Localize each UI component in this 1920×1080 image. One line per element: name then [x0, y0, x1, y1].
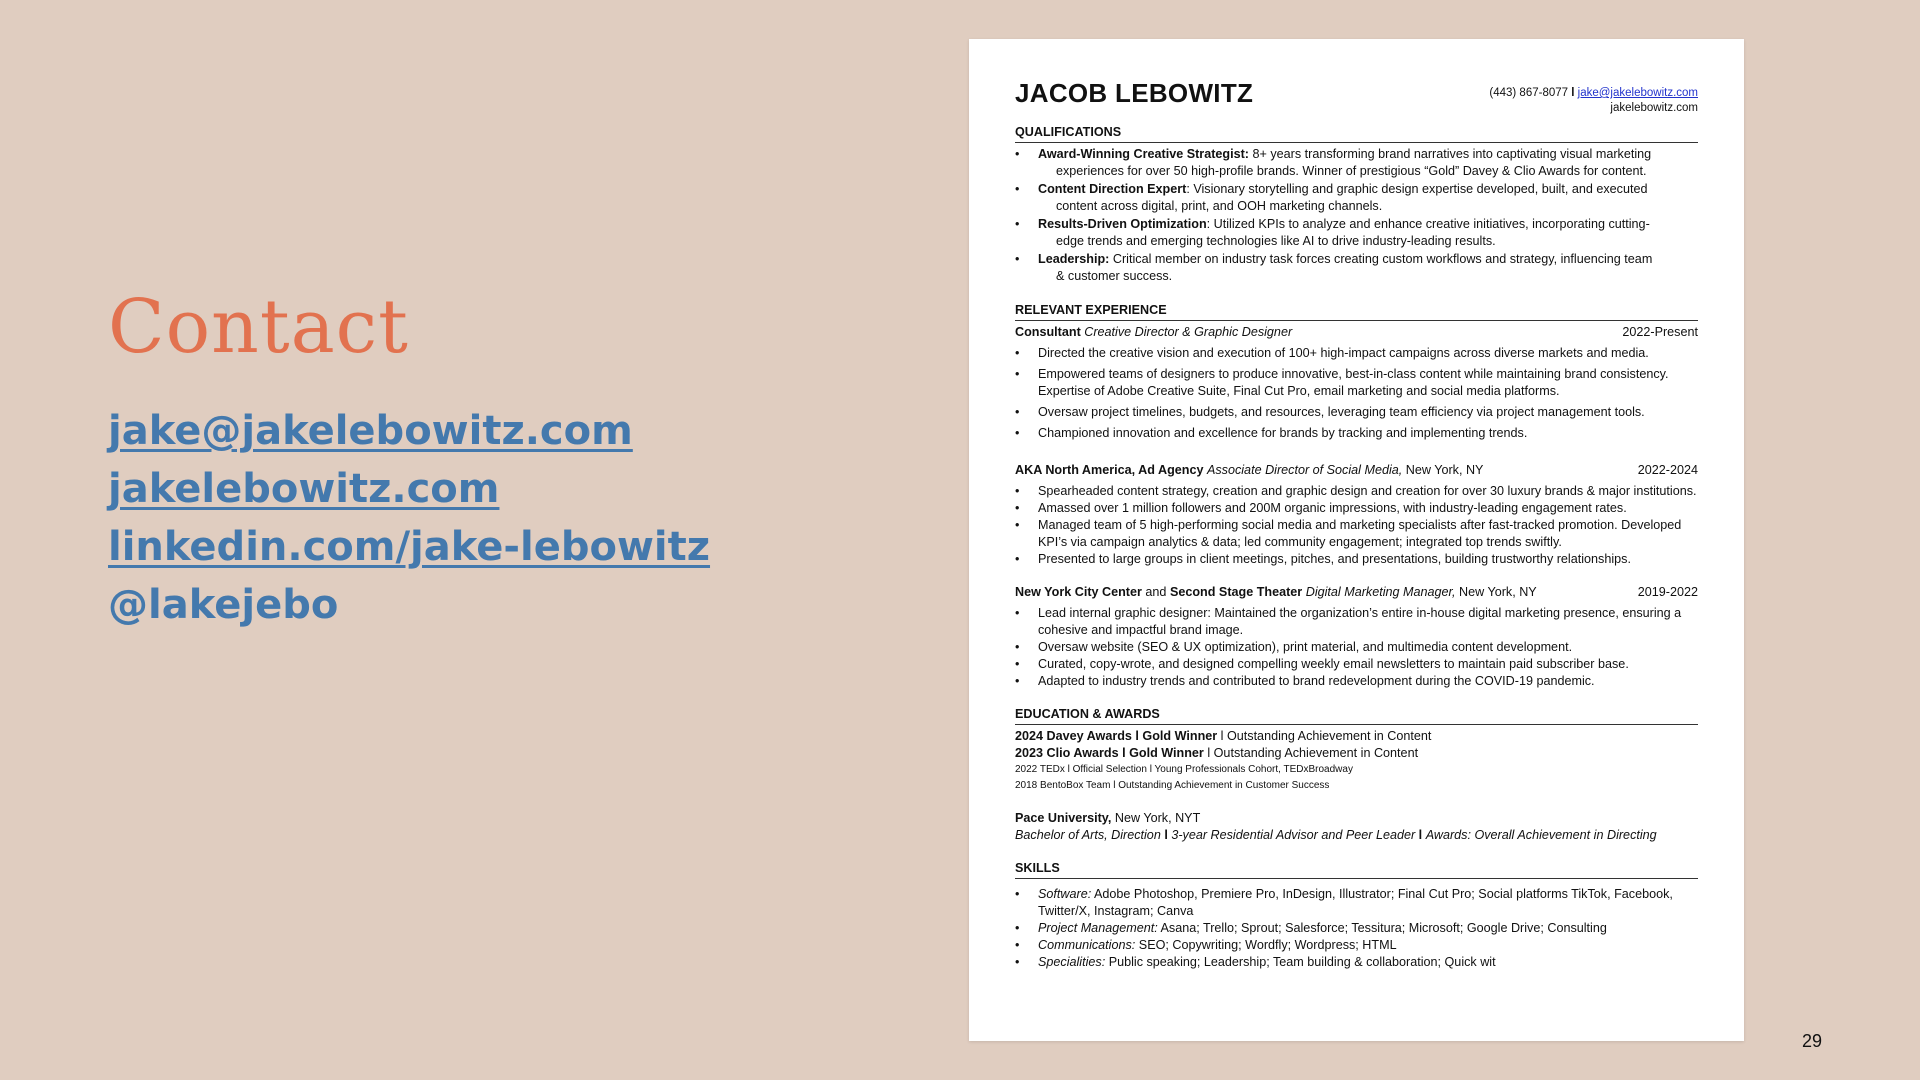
award-clio: 2023 Clio Awards l Gold Winner l Outstanding Achievement in Content [1015, 746, 1419, 760]
resume-email-link[interactable]: jake@jakelebowitz.com [1577, 87, 1698, 99]
list-item: • Specialities: Public speaking; Leadership; Team building & collaboration; Quick wit [1015, 954, 1698, 971]
job-dates: 2019-2022 [1637, 585, 1698, 599]
contact-website-link[interactable]: jakelebowitz.com [108, 466, 500, 512]
resume-contact-info [1489, 86, 1698, 116]
award-davey: 2024 Davey Awards l Gold Winner l Outstanding Achievement in Content [1015, 729, 1432, 743]
contact-title: Contact [108, 284, 409, 370]
experience-heading: RELEVANT EXPERIENCE [1015, 302, 1698, 321]
list-item: • Empowered teams of designers to produce innovative, best-in-class content while maintaining brand consistency. Expertise of Adobe Creative Suite, Final Cut Pro, email marketing and social media platforms. [1015, 366, 1698, 400]
award-bentobox: 2018 BentoBox Team l Outstanding Achievement in Customer Success [1015, 780, 1330, 791]
resume-header [1015, 78, 1698, 116]
list-item: • Communications: SEO; Copywriting; Wordfly; Wordpress; HTML [1015, 937, 1698, 954]
resume-name: JACOB LEBOWITZ [1015, 78, 1254, 108]
job-header-nycc: New York City Center and Second Stage Theater Digital Marketing Manager, New York, NY 2019-2022 [1015, 585, 1698, 599]
contact-section [108, 284, 711, 634]
job-header-consultant: Consultant Creative Director & Graphic Designer 2022-Present [1015, 325, 1698, 339]
job-dates: 2022-Present [1622, 325, 1698, 339]
list-item: • Championed innovation and excellence for brands by tracking and implementing trends. [1015, 425, 1698, 442]
resume-page [969, 39, 1744, 1041]
contact-linkedin-link[interactable]: linkedin.com/jake-lebowitz [108, 524, 711, 570]
list-item: • Adapted to industry trends and contributed to brand redevelopment during the COVID-19 pandemic. [1015, 673, 1698, 690]
education-school: Pace University, New York, NYT [1015, 811, 1201, 825]
list-item: • Presented to large groups in client meetings, pitches, and presentations, building trustworthy relationships. [1015, 551, 1698, 568]
education-degree: Bachelor of Arts, Direction l 3-year Residential Advisor and Peer Leader l Awards: Overall Achievement in Directing [1015, 828, 1657, 842]
contact-social-handle: @lakejebo [108, 582, 339, 628]
list-item: • Directed the creative vision and execution of 100+ high-impact campaigns across diverse markets and media. [1015, 345, 1698, 362]
list-item: • Managed team of 5 high-performing social media and marketing specialists after fast-tracked promotion. Developed KPI’s via campaign analytics & data; led community engagement; integrated top trends swiftly. [1015, 517, 1698, 551]
job-header-aka: AKA North America, Ad Agency Associate Director of Social Media, New York, NY 2022-2024 [1015, 463, 1698, 477]
education-heading: EDUCATION & AWARDS [1015, 706, 1698, 725]
skills-list [1015, 886, 1698, 971]
skills-heading: SKILLS [1015, 860, 1698, 879]
job-bullets-consultant [1015, 345, 1698, 442]
list-item: • Oversaw project timelines, budgets, and resources, leveraging team efficiency via project management tools. [1015, 404, 1698, 421]
list-item: • Lead internal graphic designer: Maintained the organization’s entire in-house digital marketing presence, ensuring a cohesive and impactful brand image. [1015, 605, 1698, 639]
job-bullets-aka [1015, 483, 1698, 568]
page-number: 29 [1801, 1031, 1822, 1051]
list-item: • Spearheaded content strategy, creation and graphic design and creation for over 30 luxury brands & major institutions. [1015, 483, 1698, 500]
list-item: • Leadership: Critical member on industry task forces creating custom workflows and strategy, influencing team & customer success. [1015, 251, 1698, 285]
qualifications-heading: QUALIFICATIONS [1015, 124, 1698, 143]
list-item: • Curated, copy-wrote, and designed compelling weekly email newsletters to maintain paid subscriber base. [1015, 656, 1698, 673]
resume-separator: l [1571, 87, 1575, 99]
list-item: • Oversaw website (SEO & UX optimization), print material, and multimedia content development. [1015, 639, 1698, 656]
job-dates: 2022-2024 [1637, 463, 1698, 477]
award-tedx: 2022 TEDx l Official Selection l Young Professionals Cohort, TEDxBroadway [1015, 764, 1353, 775]
list-item: • Results-Driven Optimization: Utilized KPIs to analyze and enhance creative initiatives, incorporating cutting- edge trends and emerging technologies like AI to drive industry-leading results. [1015, 216, 1698, 250]
resume-phone: (443) 867-8077 [1489, 87, 1569, 99]
list-item: • Award-Winning Creative Strategist: 8+ years transforming brand narratives into captivating visual marketing experiences for over 50 high-profile brands. Winner of prestigious “Gold” Davey & Clio Awards for content. [1015, 146, 1698, 180]
resume-site: jakelebowitz.com [1610, 102, 1698, 114]
list-item: • Project Management: Asana; Trello; Sprout; Salesforce; Tessitura; Microsoft; Google Drive; Consulting [1015, 920, 1698, 937]
list-item: • Content Direction Expert: Visionary storytelling and graphic design expertise developed, built, and executed content across digital, print, and OOH marketing channels. [1015, 181, 1698, 215]
job-bullets-nycc [1015, 605, 1698, 690]
contact-email-link[interactable]: jake@jakelebowitz.com [108, 408, 633, 454]
list-item: • Amassed over 1 million followers and 200M organic impressions, with industry-leading engagement rates. [1015, 500, 1698, 517]
list-item: • Software: Adobe Photoshop, Premiere Pro, InDesign, Illustrator; Final Cut Pro; Social platforms TikTok, Facebook, Twitter/X, Instagram; Canva [1015, 886, 1698, 920]
qualifications-list [1015, 146, 1698, 285]
